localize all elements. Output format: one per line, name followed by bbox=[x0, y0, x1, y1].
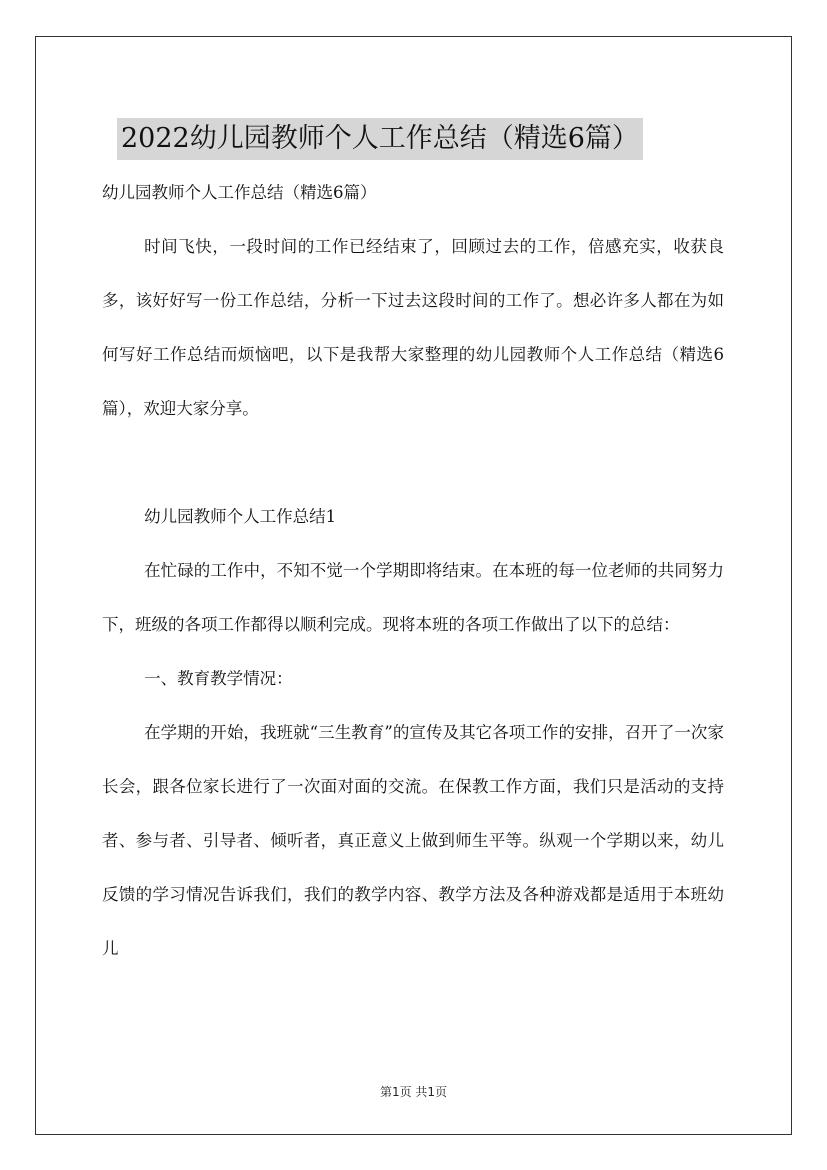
document-body bbox=[102, 166, 724, 976]
paragraph-2: 在学期的开始，我班就“三生教育”的宣传及其它各项工作的安排，召开了一次家长会，跟各位家长进行了一次面对面的交流。在保教工作方面，我们只是活动的支持者、参与者、引导者、倾听者，真正意义上做到师生平等。纵观一个学期以来，幼儿反馈的学习情况告诉我们，我们的教学内容、教学方法及各种游戏都是适用于本班幼儿 bbox=[102, 723, 724, 958]
document-title: 2022幼儿园教师个人工作总结（精选6篇） bbox=[117, 118, 643, 160]
subtitle: 幼儿园教师个人工作总结（精选6篇） bbox=[102, 183, 377, 202]
paragraph-1: 在忙碌的工作中，不知不觉一个学期即将结束。在本班的每一位老师的共同努力下，班级的各项工作都得以顺利完成。现将本班的各项工作做出了以下的总结： bbox=[102, 561, 724, 634]
subheading-teaching: 一、教育教学情况： bbox=[144, 669, 293, 688]
page-footer: 第1页 共1页 bbox=[379, 1085, 448, 1099]
section-heading: 幼儿园教师个人工作总结1 bbox=[144, 507, 337, 526]
blank-line bbox=[102, 436, 724, 490]
intro-paragraph: 时间飞快，一段时间的工作已经结束了，回顾过去的工作，倍感充实，收获良多，该好好写一份工作总结，分析一下过去这段时间的工作了。想必许多人都在为如何写好工作总结而烦恼吧，以下是我帮大家整理的幼儿园教师个人工作总结（精选6篇），欢迎大家分享。 bbox=[102, 237, 724, 418]
